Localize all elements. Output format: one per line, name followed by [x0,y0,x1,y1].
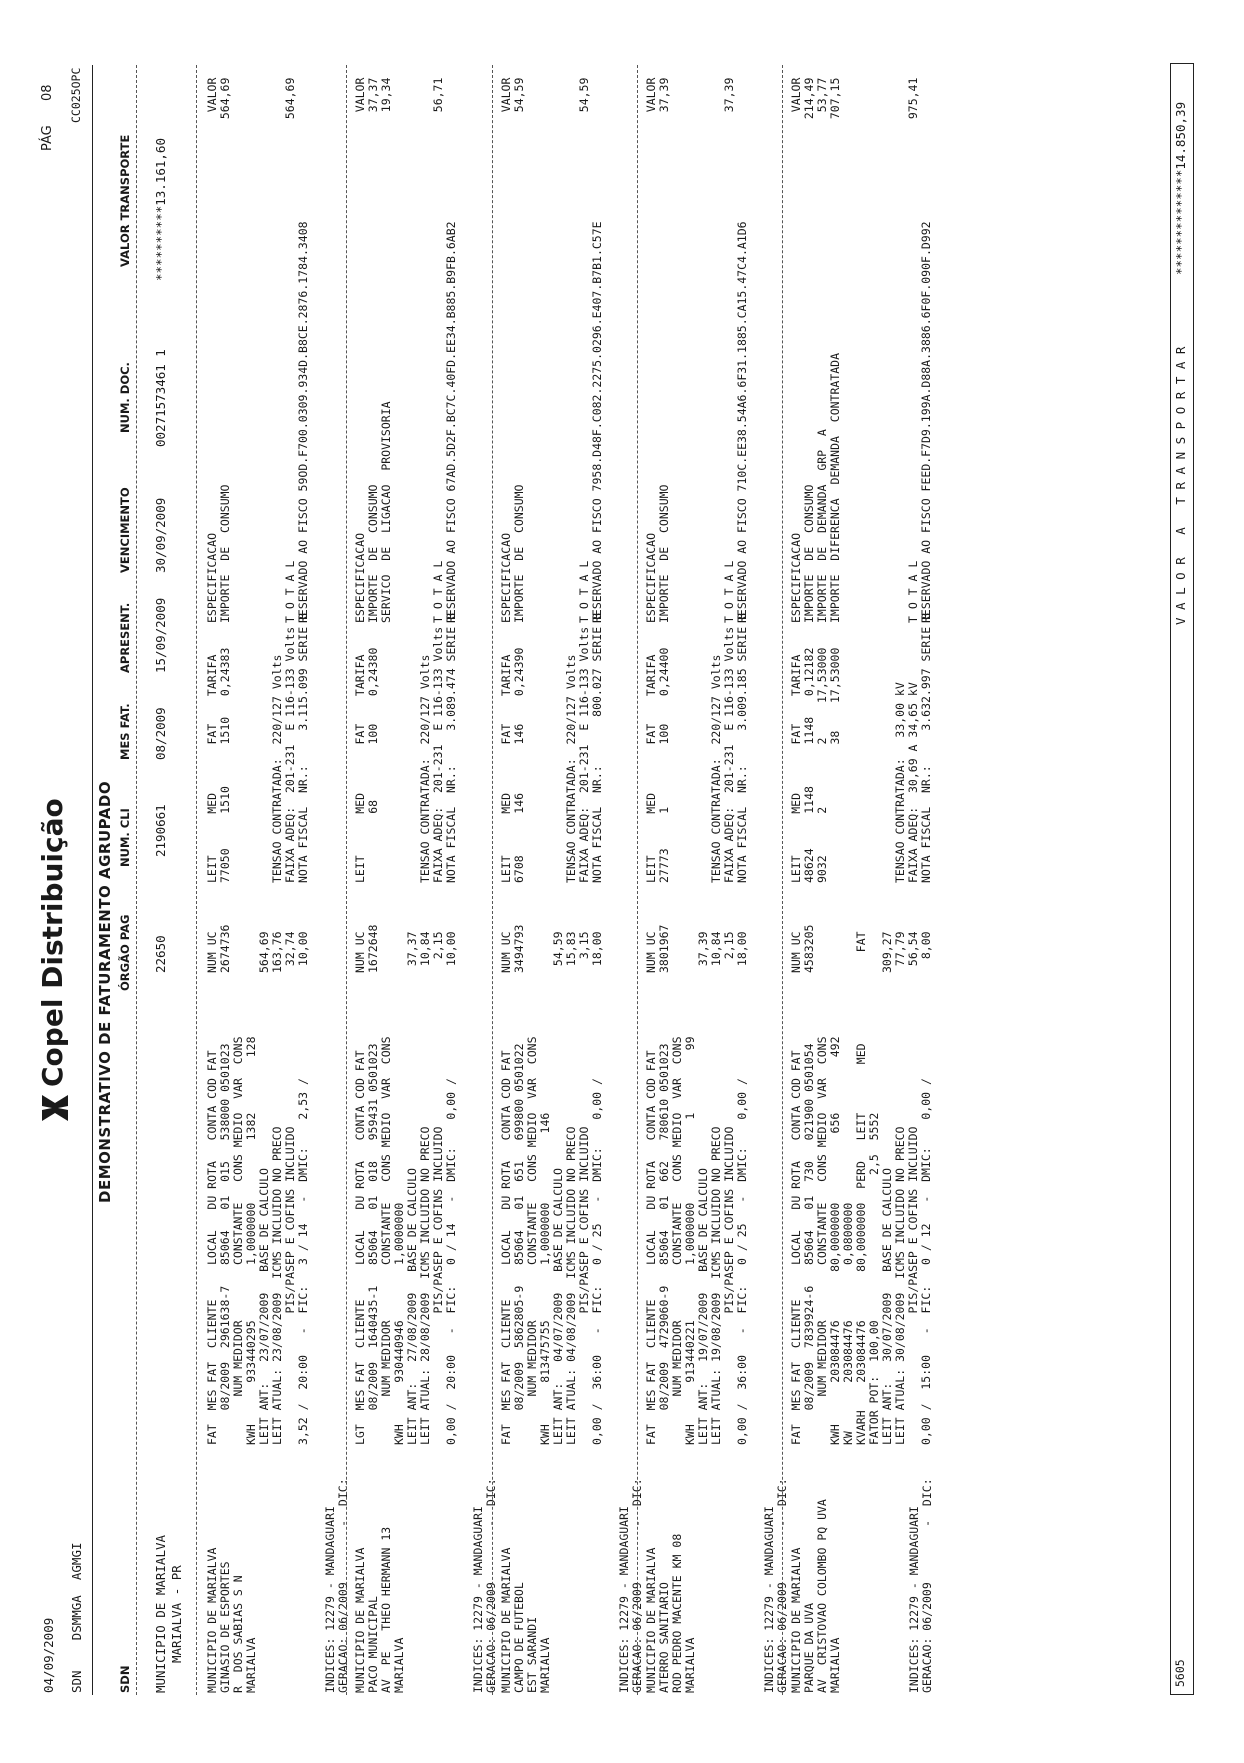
col-sdn: SDN [118,1665,132,1693]
record-num-uc: NUM UC 3801967 37,39 10,84 2,15 18,00 [644,924,749,973]
summary-num-doc: 00271573461 1 [153,349,168,447]
record-items: ESPECIFICACAO IMPORTE DE CONSUMO T O T A L RESERVADO AO FISCO 710C.EE38.54A6.6F31.1885.CA15.47C4.A1D6 [644,221,749,623]
page-number: 08 [40,84,55,101]
record-meter-info: LGT MES FAT CLIENTE LOCAL DU ROTA CONTA COD FAT 08/2009 1640435-1 85064 01 018 959431 0501023 NUM MEDIDOR CONSTANTE CONS MEDIO VAR CONS KWH 930440946 1,0000000 LEIT ANT: 27/08/2009 BASE DE CALCULO LEIT ATUAL: 28/08/2009 ICMS INCLUIDO NO PRECO PIS/PASEP E COFINS INCLUIDO 0,00 / 20:00 - FIC: 0 / 14 - DMIC: 0,00 / [353,1036,458,1445]
record-indices: INDICES: 12279 - MANDAGUARI GERACAO: 06/2009 - DIC: [907,1478,934,1693]
record-items: ESPECIFICACAO IMPORTE DE CONSUMO SERVICO DE LIGACAO PROVISORIA T O T A L RESERVADO AO FISCO 67AD.5D2F.BC7C.40FD.EE34.B885.B9FB.6AB2 [353,221,458,623]
col-valor-transporte: VALOR TRANSPORTE [118,134,132,267]
record-meter-info: FAT MES FAT CLIENTE LOCAL DU ROTA CONTA COD FAT 08/2009 5862805-9 85064 01 651 699800 0501022 NUM MEDIDOR CONSTANTE CONS MEDIO VAR CONS KWH 813475755 1,0000000 146 LEIT ANT: 04/07/2009 BASE DE CALCULO LEIT ATUAL: 04/08/2009 ICMS INCLUIDO NO PRECO PIS/PASEP E COFINS INCLUIDO 0,00 / 36:00 - FIC: 0 / 25 - DMIC: 0,00 / [499,1036,604,1445]
copel-logo-icon [40,1093,70,1123]
record-num-uc: NUM UC 3494793 54,59 15,83 3,15 18,00 [499,924,604,973]
record-reading: LEIT MED FAT TARIFA 6708 146 146 0,24390 TENSAO CONTRATADA: 220/127 Volts FAIXA ADEQ: 201-231 E 116-133 Volts NOTA FISCAL NR.: 800.027 SERIE B [499,612,604,883]
summary-vencimento: 30/09/2009 [153,497,168,573]
print-date: 04/09/2009 [41,1617,56,1693]
column-rule [136,65,137,1695]
summary-num-cli: 2190661 [153,804,168,857]
record-values: VALOR 214,49 53,77 707,15 975,41 [789,77,920,120]
summary-apresent: 15/09/2009 [153,597,168,673]
record-items: ESPECIFICACAO IMPORTE DE CONSUMO IMPORTE DE DEMANDA GRP A IMPORTE DIFERENCA DEMANDA CONTRATADA T O T A L RESERVADO AO FISCO FEED.F7D9.199A.D88A.3886.6F0F.090F.D992 [789,221,933,623]
record-num-uc: NUM UC 2674736 564,69 163,76 32,74 10,00 [205,924,310,973]
report-title: DEMONSTRATIVO DE FATURAMENTO AGRUPADO [96,780,114,1203]
record-address: MUNICIPIO DE MARIALVA GINASIO DE ESPORTES R DOS SABIAS S N MARIALVA [205,1547,258,1693]
footer-label: V A L O R A T R A N S P O R T A R [1173,346,1188,625]
record-values: VALOR 54,59 54,59 [499,77,591,113]
header-rule [92,65,93,1695]
record-indices: INDICES: 12279 - MANDAGUARI GERACAO: 06/2009 - DIC: [471,1478,498,1693]
record-separator [492,65,493,1695]
record-separator [637,65,638,1695]
record-address: MUNICIPIO DE MARIALVA CAMPO DE FUTEBOL EST SARANDI MARIALVA [499,1547,552,1693]
record-reading: LEIT MED FAT TARIFA 77050 1510 1510 0,24383 TENSAO CONTRATADA: 220/127 Volts FAIXA ADEQ: 201-231 E 116-133 Volts NOTA FISCAL NR.: 3.115.099 SERIE B [205,612,310,883]
record-separator [782,65,783,1695]
sdn-line: SDN DSMMGA AGMGI [69,1542,84,1693]
summary-valor-transporte: **********13.161,60 [153,138,168,281]
record-address: MUNICIPIO DE MARIALVA ATERRO SANITARIO ROD PEDRO MACENTE KM 08 MARIALVA [644,1533,697,1693]
summary-client: MUNICIPIO DE MARIALVA [153,1534,168,1693]
footer-value: **************14.850,39 [1173,101,1188,275]
brand-name: Copel Distribuição [36,798,69,1087]
col-num-cli: NUM. CLI [118,808,132,867]
col-apresent: APRESENT. [118,602,132,673]
record-items: ESPECIFICACAO IMPORTE DE CONSUMO T O T A L RESERVADO AO FISCO 59OD.F700.0309.934D.B8CE.2876.1784.3408 [205,221,310,623]
footer-code: 5605 [1173,1659,1187,1687]
record-indices: INDICES: 12279 - MANDAGUARI GERACAO: 06/2009 - DIC: [323,1478,350,1693]
record-items: ESPECIFICACAO IMPORTE DE CONSUMO T O T A L RESERVADO AO FISCO 7958.D48F.C082.2275.0296.E407.B7B1.C57E [499,221,604,623]
record-separator [346,65,347,1695]
col-orgao-pag: ÓRGÃO PAG [118,914,132,991]
record-values: VALOR 37,39 37,39 [644,77,736,113]
record-address: MUNICIPIO DE MARIALVA PARQUE DA UVA AV CRISTOVAO COLOMBO PQ UVA MARIALVA [789,1499,842,1693]
record-num-uc: NUM UC 4583205 FAT 309,27 77,79 56,54 8,00 [789,924,933,973]
page-label: PÁG [40,125,55,151]
program-code: CC025OPC [69,67,83,123]
summary-city: MARIALVA - PR [169,1565,184,1663]
record-values: VALOR 37,37 19,34 56,71 [353,77,445,113]
section-rule [196,65,197,1695]
record-values: VALOR 564,69 564,69 [205,77,297,120]
record-meter-info: FAT MES FAT CLIENTE LOCAL DU ROTA CONTA COD FAT 08/2009 2961638-7 85064 01 015 538000 0501023 NUM MEDIDOR CONSTANTE CONS MEDIO VAR CONS KWH 933440295 1,0000000 1382 128 LEIT ANT: 23/07/2009 BASE DE CALCULO LEIT ATUAL: 23/08/2009 ICMS INCLUIDO NO PRECO PIS/PASEP E COFINS INCLUIDO 3,52 / 20:00 - FIC: 3 / 14 - DMIC: 2,53 / [205,1036,310,1445]
record-reading: LEIT MED FAT TARIFA 68 100 0,24380 TENSAO CONTRATADA: 220/127 Volts FAIXA ADEQ: 201-231 E 116-133 Volts NOTA FISCAL NR.: 3.089.474 SERIE B [353,612,458,883]
record-indices: INDICES: 12279 - MANDAGUARI GERACAO: 06/2009 - DIC: [762,1478,789,1693]
record-reading: LEIT MED FAT TARIFA 48624 1148 1148 0,12182 9032 2 2 17,53000 38 17,53000 TENSAO CONTRATADA: 33,00 kV FAIXA ADEQ: 30,69 A 34,65 kV NOTA FISCAL NR.: 3.632.997 SERIE B [789,612,933,883]
record-meter-info: FAT MES FAT CLIENTE LOCAL DU ROTA CONTA COD FAT 08/2009 4729060-9 85064 01 662 780610 0501023 NUM MEDIDOR CONSTANTE CONS MEDIO VAR CONS KWH 913440221 1,0000000 1 99 LEIT ANT: 19/07/2009 BASE DE CALCULO LEIT ATUAL: 19/08/2009 ICMS INCLUIDO NO PRECO PIS/PASEP E COFINS INCLUIDO 0,00 / 36:00 - FIC: 0 / 25 - DMIC: 0,00 / [644,1036,749,1445]
footer-box [1170,63,1194,1695]
col-vencimento: VENCIMENTO [118,487,132,573]
record-reading: LEIT MED FAT TARIFA 27773 1 100 0,24400 TENSAO CONTRATADA: 220/127 Volts FAIXA ADEQ: 201-231 E 116-133 Volts NOTA FISCAL NR.: 3.009.185 SERIE B [644,612,749,883]
record-indices: INDICES: 12279 - MANDAGUARI GERACAO: 06/2009 - DIC: [617,1478,644,1693]
record-address: MUNICIPIO DE MARIALVA PACO MUNICIPAL AV PE THEO HERMANN 13 MARIALVA [353,1526,406,1693]
col-mes-fat: MES FAT. [118,703,132,760]
record-meter-info: FAT MES FAT CLIENTE LOCAL DU ROTA CONTA COD FAT 08/2009 7839924-6 85064 01 730 021900 0501054 NUM MEDIDOR CONSTANTE CONS MEDIO VAR CONS KWH 203084476 80,0000000 656 492 KW 203084476 0,0800000 KVARH 203084476 80,0000000 PERD LEIT MED FATOR POT: 100,00 2,5 5552 LEIT ANT: 30/07/2009 BASE DE CALCULO LEIT ATUAL: 30/08/2009 ICMS INCLUIDO NO PRECO PIS/PASEP E COFINS INCLUIDO 0,00 / 15:00 - FIC: 0 / 12 - DMIC: 0,00 / [789,1036,933,1445]
summary-mes-fat: 08/2009 [153,707,168,760]
summary-orgao: 22650 [153,935,168,973]
col-num-doc: NUM. DOC. [118,362,132,433]
record-num-uc: NUM UC 1672648 37,37 10,84 2,15 10,00 [353,924,458,973]
